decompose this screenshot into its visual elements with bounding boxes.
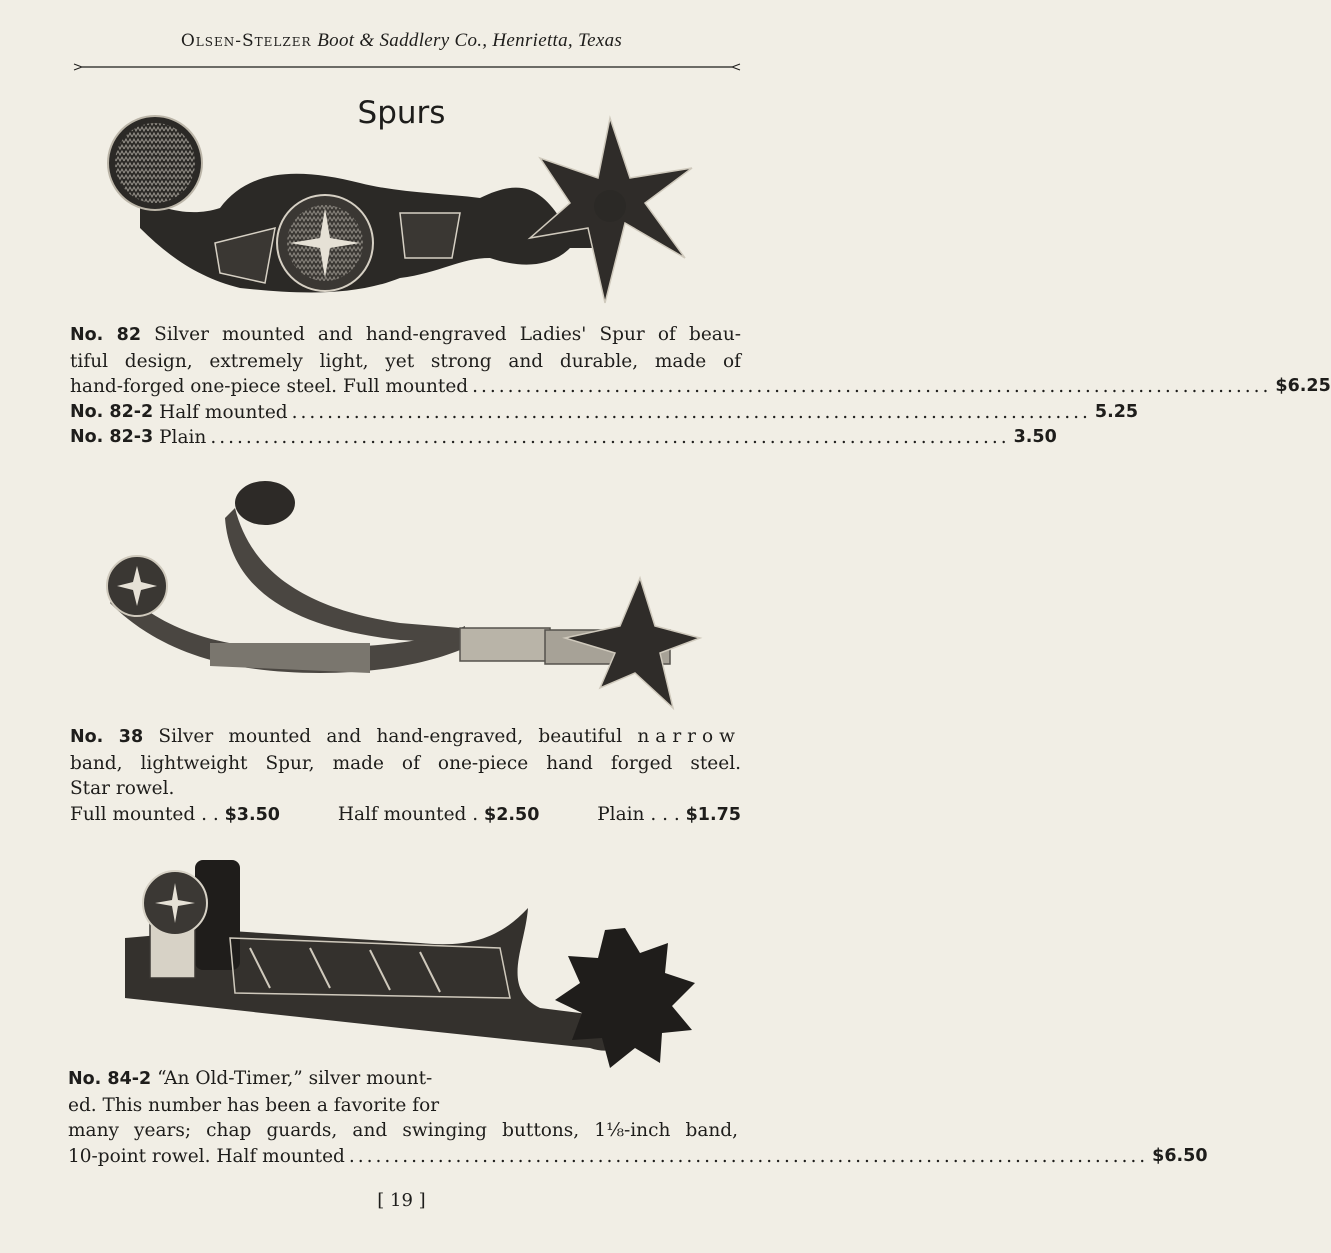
item-38-number: No. 38	[70, 727, 144, 747]
page-number: [ 19 ]	[377, 1190, 426, 1211]
header-company-rest: Boot & Saddlery Co., Henrietta, Texas	[317, 30, 623, 51]
item-82-3-row: No. 82-3 Plain .......................................................................................... 3.50	[70, 425, 741, 451]
item-84-2-description: No. 84-2 “An Old-Timer,” silver mount- ed. This number has been a favorite for many years; chap guards, and swinging buttons, 1⅛-inch band, 10-point rowel. Half mounted .......................................................................................... $6.50	[68, 1066, 738, 1169]
page-title: Spurs	[357, 95, 446, 131]
item-82-2-row: No. 82-2 Half mounted .......................................................................................... 5.25	[70, 400, 741, 426]
item-84-2-price: $6.50	[1152, 1145, 1208, 1166]
item-82-line-2: tiful design, extremely light, yet strong and durable, made of	[70, 350, 741, 372]
item-84-2-line-2: ed. This number has been a favorite for	[68, 1094, 440, 1116]
item-38-full-label: Full mounted	[70, 803, 196, 825]
header-rule	[74, 63, 740, 71]
item-82-price: $6.25	[1275, 376, 1331, 396]
item-82-description: No. 82 Silver mounted and hand-engraved Ladies' Spur of beau- tiful design, extremely light, yet strong and durable, made of hand-forged one-piece steel. Full mounted .......................................................................................... $6.25 No. 82-2 Half mounted .......................................................................................... 5.25 No. 82-3 Plain .......................................................................................... 3.50	[70, 322, 741, 451]
spur-38-illustration	[100, 478, 705, 718]
item-38-plain-price: $1.75	[685, 804, 741, 825]
item-84-2-number: No. 84-2	[68, 1069, 152, 1089]
spur-82-illustration	[100, 108, 700, 308]
item-82-number: No. 82	[70, 325, 142, 345]
item-84-2-line-4: 10-point rowel. Half mounted	[68, 1145, 345, 1167]
header-company: Olsen-Stelzer	[180, 31, 312, 51]
item-38-price-row: Full mounted . . $3.50 Half mounted . $2.50 Plain . . . $1.75	[70, 803, 741, 825]
item-38-plain-label: Plain	[597, 803, 645, 825]
item-84-2-line-3: many years; chap guards, and swinging buttons, 1⅛-inch band,	[68, 1120, 738, 1141]
item-38-line-3: Star rowel.	[70, 778, 175, 799]
item-82-2-price: 5.25	[1094, 401, 1139, 422]
item-38-line-1: Silver mounted and hand-engraved, beautiful	[158, 726, 623, 747]
item-82-2-label: Half mounted	[159, 401, 288, 423]
running-header	[0, 30, 803, 52]
item-38-half-price: $2.50	[484, 804, 540, 825]
item-82-3-price: 3.50	[1013, 427, 1057, 447]
item-82-2-number: No. 82-2	[70, 401, 154, 422]
item-38-full-price: $3.50	[224, 804, 280, 825]
item-38-line-2: band, lightweight Spur, made of one-piece hand forged steel.	[70, 752, 741, 774]
item-38-spaced-word: narrow	[637, 726, 741, 747]
item-82-line-1: Silver mounted and hand-engraved Ladies' Spur of beau-	[154, 324, 742, 345]
item-82-line-3: hand-forged one-piece steel. Full mounted	[70, 376, 469, 397]
item-82-3-label: Plain	[159, 427, 207, 448]
item-82-3-number: No. 82-3	[70, 427, 154, 447]
item-38-description	[70, 724, 741, 828]
item-38-half-label: Half mounted	[337, 803, 467, 825]
item-84-2-line-1: “An Old-Timer,” silver mount-	[157, 1068, 433, 1089]
